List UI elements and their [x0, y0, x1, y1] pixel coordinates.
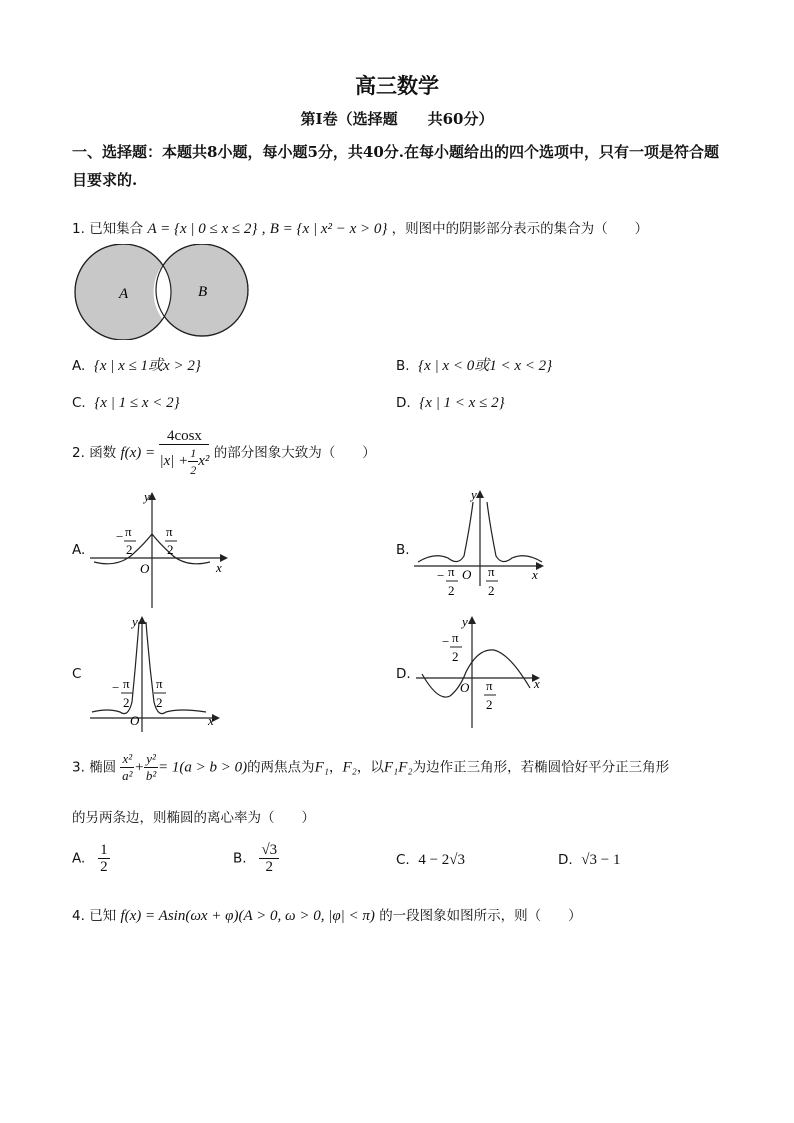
question-3-line-2: 的另两条边，则椭圆的离心率为（ ） — [72, 810, 315, 826]
svg-text:x: x — [534, 676, 540, 691]
venn-diagram — [70, 244, 255, 340]
q3-option-b[interactable]: B. $\frac{√3}{2}$ — [233, 842, 278, 875]
svg-text:y: y — [144, 489, 150, 504]
svg-text:2: 2 — [156, 695, 163, 710]
svg-text:2: 2 — [488, 583, 495, 598]
svg-text:π: π — [488, 564, 495, 579]
q2-option-d-label[interactable]: D. — [396, 666, 411, 682]
q2-graph-b — [412, 486, 550, 604]
svg-text:π: π — [125, 524, 132, 539]
svg-text:−: − — [442, 634, 450, 649]
q2-option-a-label[interactable]: A. — [72, 542, 86, 558]
svg-text:2: 2 — [486, 697, 493, 712]
q2-option-b-label[interactable]: B. — [396, 542, 410, 558]
q1-option-c[interactable]: C. {x | 1 ≤ x < 2} — [72, 395, 180, 411]
question-number: 1. — [72, 221, 85, 237]
svg-text:x: x — [208, 713, 214, 728]
svg-text:π: π — [486, 678, 493, 693]
svg-text:−: − — [116, 529, 124, 544]
svg-text:O: O — [130, 713, 140, 728]
q1-option-d[interactable]: D. {x | 1 < x ≤ 2} — [396, 395, 505, 411]
question-lead: 已知集合 — [89, 221, 144, 237]
q1-option-b[interactable]: B. {x | x < 0或1 < x < 2} — [396, 358, 553, 374]
question-4: 4. 已知 f(x) = Asin(ωx + φ)(A > 0, ω > 0, |φ| < π) 的一段图象如图所示，则（ ） — [72, 908, 582, 924]
svg-text:x: x — [532, 567, 538, 582]
svg-text:O: O — [460, 680, 470, 695]
svg-text:−: − — [112, 680, 120, 695]
set-b: B = {x | x² − x > 0} — [269, 221, 388, 237]
question-1: 1. 已知集合 A = {x | 0 ≤ x ≤ 2} , B = {x | x² − x > 0} ，则图中的阴影部分表示的集合为（ ） — [72, 221, 649, 237]
svg-text:π: π — [166, 524, 173, 539]
venn-label-b: B — [198, 284, 208, 300]
q1-option-a[interactable]: A. {x | x ≤ 1或x > 2} — [72, 358, 201, 374]
section-heading: 一、选择题：本题共8小题，每小题5分，共40分.在每小题给出的四个选项中，只有一项是符合题目要求的. — [72, 143, 719, 189]
question-tail: ，则图中的阴影部分表示的集合为（ ） — [391, 221, 649, 237]
q3-option-a[interactable]: A. $\frac{1}{2}$ — [72, 842, 108, 875]
q2-graph-d — [412, 612, 550, 734]
svg-text:O: O — [140, 561, 150, 576]
venn-label-a: A — [119, 286, 129, 302]
function-fraction: 4cosx |x| + $\frac{1}{2}$ x² — [159, 428, 210, 477]
svg-text:2: 2 — [167, 542, 174, 557]
svg-text:2: 2 — [448, 583, 455, 598]
svg-text:π: π — [156, 676, 163, 691]
svg-text:π: π — [452, 630, 459, 645]
function-expression: f(x) = Asin(ωx + φ)(A > 0, ω > 0, |φ| < π) — [120, 908, 375, 924]
svg-text:−: − — [437, 568, 445, 583]
q2-graph-a — [88, 488, 233, 610]
svg-text:2: 2 — [452, 649, 459, 664]
svg-text:2: 2 — [126, 542, 133, 557]
page-title: 高三数学 — [355, 73, 439, 98]
set-a: A = {x | 0 ≤ x ≤ 2} — [147, 221, 258, 237]
function-name: f(x) = — [120, 445, 156, 461]
svg-text:y: y — [462, 614, 468, 629]
svg-text:x: x — [216, 560, 222, 575]
question-3: 3. 椭圆 $\frac{\text{x²}}{\text{a²}}$ + $\frac{\text{y²}}{\text{b²}}$ = 1(a > b > 0)的两焦点为F₁，F₂，以F₁F₂为边作正三角形，若椭圆恰好平分正三角形 — [72, 751, 670, 783]
svg-text:π: π — [448, 564, 455, 579]
q2-option-c-label[interactable]: C — [72, 666, 82, 682]
svg-text:y: y — [471, 487, 477, 502]
svg-text:π: π — [123, 676, 130, 691]
q2-graph-c — [88, 612, 228, 734]
q3-option-d[interactable]: D. √3 − 1 — [558, 852, 621, 868]
question-2: 2. 函数 f(x) = 4cosx |x| + $\frac{1}{2}$ x² 的部分图象大致为（ ） — [72, 428, 376, 477]
svg-text:y: y — [132, 614, 138, 629]
svg-text:2: 2 — [123, 695, 130, 710]
q3-option-c[interactable]: C. 4 − 2√3 — [396, 852, 466, 868]
svg-text:O: O — [462, 567, 472, 582]
page-subtitle: 第Ⅰ卷（选择题 共60分） — [300, 110, 494, 128]
